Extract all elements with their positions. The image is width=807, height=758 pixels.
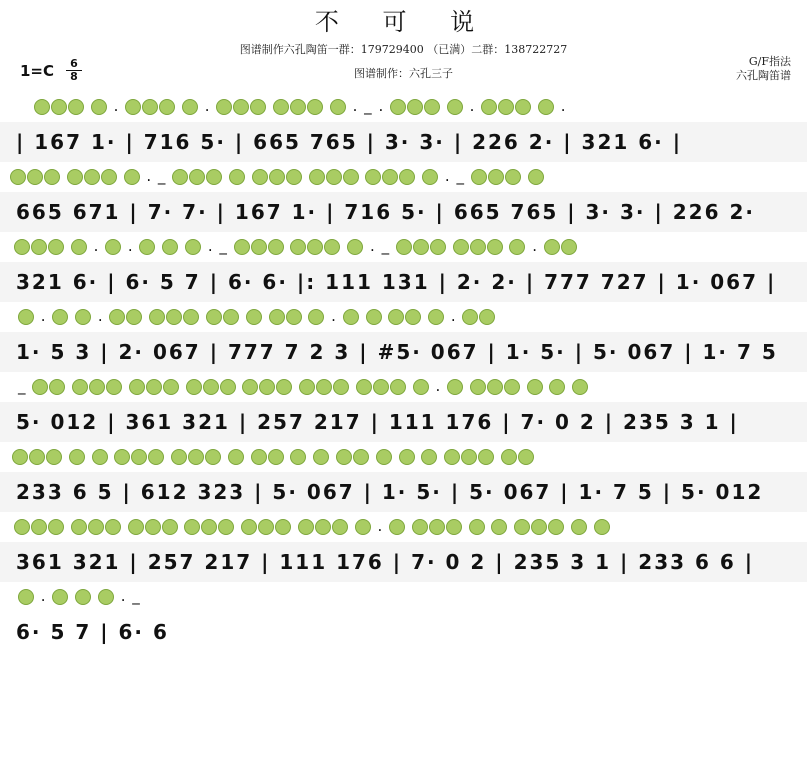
fingering-hole-icon	[336, 449, 352, 465]
fingering-hole-icon	[142, 99, 158, 115]
fingering-hole-icon	[469, 519, 485, 535]
song-title: 不 可 说	[314, 8, 493, 36]
notation-row	[0, 122, 807, 162]
notation-row	[0, 612, 807, 652]
fingering-hole-icon	[14, 239, 30, 255]
fingering-hole-icon	[27, 169, 43, 185]
fingering-hole-icon	[182, 99, 198, 115]
fingering-hole-icon	[201, 519, 217, 535]
fingering-hole-icon	[233, 99, 249, 115]
fingering-hole-icon	[527, 379, 543, 395]
fingering-hole-icon	[128, 519, 144, 535]
fingering-hole-icon	[424, 99, 440, 115]
fingering-system: G/F指法	[748, 55, 791, 68]
fingering-hole-icon	[188, 449, 204, 465]
fingering-chart: . . . _ . . .	[34, 97, 566, 115]
fingering-hole-icon	[428, 309, 444, 325]
notation-row	[0, 332, 807, 372]
fingering-hole-icon	[146, 379, 162, 395]
fingering-hole-icon	[447, 99, 463, 115]
fingering-hole-icon	[206, 169, 222, 185]
notation-line: 233 6 5 | 612 323 | 5· 067 | 1· 5· | 5· 067 | 1· 7 5 | 5· 012	[16, 480, 764, 504]
fingering-hole-icon	[561, 239, 577, 255]
fingering-hole-icon	[447, 379, 463, 395]
fingering-hole-icon	[131, 449, 147, 465]
fingering-hole-icon	[51, 99, 67, 115]
fingering-hole-icon	[229, 169, 245, 185]
score	[0, 92, 807, 652]
fingering-row	[0, 442, 807, 472]
fingering-hole-icon	[343, 169, 359, 185]
fingering-hole-icon	[548, 519, 564, 535]
notation-row	[0, 472, 807, 512]
fingering-hole-icon	[148, 449, 164, 465]
fingering-hole-icon	[149, 309, 165, 325]
fingering-hole-icon	[98, 589, 114, 605]
fingering-hole-icon	[538, 99, 554, 115]
fingering-chart	[12, 447, 535, 465]
notation-line: 361 321 | 257 217 | 111 176 | 7· 0 2 | 235 3 1 | 233 6 6 |	[16, 550, 755, 574]
fingering-hole-icon	[205, 449, 221, 465]
fingering-hole-icon	[46, 449, 62, 465]
fingering-hole-icon	[509, 239, 525, 255]
fingering-hole-icon	[413, 239, 429, 255]
fingering-hole-icon	[246, 309, 262, 325]
fingering-hole-icon	[528, 169, 544, 185]
fingering-hole-icon	[316, 379, 332, 395]
fingering-hole-icon	[10, 169, 26, 185]
fingering-hole-icon	[52, 309, 68, 325]
fingering-hole-icon	[48, 239, 64, 255]
fingering-method	[736, 55, 791, 83]
fingering-hole-icon	[430, 239, 446, 255]
fingering-hole-icon	[223, 309, 239, 325]
fingering-hole-icon	[101, 169, 117, 185]
fingering-hole-icon	[429, 519, 445, 535]
fingering-hole-icon	[129, 379, 145, 395]
fingering-hole-icon	[32, 379, 48, 395]
fingering-hole-icon	[269, 169, 285, 185]
fingering-hole-icon	[332, 519, 348, 535]
fingering-hole-icon	[290, 449, 306, 465]
fingering-hole-icon	[68, 99, 84, 115]
producer-credit: 图谱制作：六孔三子	[354, 67, 453, 80]
fingering-hole-icon	[471, 169, 487, 185]
fingering-hole-icon	[162, 519, 178, 535]
fingering-hole-icon	[71, 239, 87, 255]
fingering-hole-icon	[159, 99, 175, 115]
fingering-row	[0, 372, 807, 402]
fingering-hole-icon	[125, 99, 141, 115]
fingering-hole-icon	[353, 449, 369, 465]
fingering-hole-icon	[388, 309, 404, 325]
fingering-hole-icon	[356, 379, 372, 395]
fingering-hole-icon	[71, 519, 87, 535]
fingering-hole-icon	[185, 239, 201, 255]
fingering-hole-icon	[139, 239, 155, 255]
fingering-hole-icon	[515, 99, 531, 115]
fingering-hole-icon	[273, 99, 289, 115]
fingering-hole-icon	[487, 379, 503, 395]
fingering-hole-icon	[399, 449, 415, 465]
fingering-row	[0, 582, 807, 612]
fingering-hole-icon	[355, 519, 371, 535]
fingering-hole-icon	[298, 519, 314, 535]
fingering-hole-icon	[12, 449, 28, 465]
fingering-hole-icon	[313, 449, 329, 465]
fingering-hole-icon	[106, 379, 122, 395]
fingering-hole-icon	[241, 519, 257, 535]
meter-bottom: 8	[70, 70, 78, 83]
fingering-hole-icon	[326, 169, 342, 185]
fingering-hole-icon	[189, 169, 205, 185]
fingering-hole-icon	[307, 99, 323, 115]
group-info: 图谱制作六孔陶笛一群：179729400 （已满）二群：138722727	[239, 43, 568, 56]
fingering-hole-icon	[412, 519, 428, 535]
fingering-hole-icon	[347, 239, 363, 255]
fingering-hole-icon	[470, 379, 486, 395]
fingering-hole-icon	[92, 449, 108, 465]
fingering-hole-icon	[34, 99, 50, 115]
fingering-row	[0, 162, 807, 192]
fingering-hole-icon	[216, 99, 232, 115]
fingering-hole-icon	[259, 379, 275, 395]
fingering-chart: . _ . _	[10, 167, 545, 185]
fingering-hole-icon	[531, 519, 547, 535]
notation-line: 1· 5 3 | 2· 067 | 777 7 2 3 | #5· 067 | 1· 5· | 5· 067 | 1· 7 5	[16, 340, 778, 364]
fingering-hole-icon	[491, 519, 507, 535]
fingering-hole-icon	[324, 239, 340, 255]
fingering-hole-icon	[220, 379, 236, 395]
fingering-hole-icon	[124, 169, 140, 185]
fingering-hole-icon	[31, 239, 47, 255]
fingering-row	[0, 302, 807, 332]
fingering-hole-icon	[206, 309, 222, 325]
fingering-hole-icon	[145, 519, 161, 535]
fingering-hole-icon	[49, 379, 65, 395]
fingering-hole-icon	[234, 239, 250, 255]
fingering-hole-icon	[487, 239, 503, 255]
fingering-hole-icon	[330, 99, 346, 115]
fingering-hole-icon	[405, 309, 421, 325]
fingering-hole-icon	[366, 309, 382, 325]
fingering-hole-icon	[446, 519, 462, 535]
fingering-hole-icon	[299, 379, 315, 395]
fingering-hole-icon	[186, 379, 202, 395]
notation-row	[0, 192, 807, 232]
fingering-hole-icon	[390, 379, 406, 395]
fingering-hole-icon	[31, 519, 47, 535]
fingering-hole-icon	[470, 239, 486, 255]
fingering-chart: . . . _ . _ .	[14, 237, 578, 255]
fingering-hole-icon	[290, 99, 306, 115]
fingering-hole-icon	[218, 519, 234, 535]
fingering-hole-icon	[48, 519, 64, 535]
fingering-hole-icon	[461, 449, 477, 465]
fingering-hole-icon	[166, 309, 182, 325]
fingering-hole-icon	[69, 449, 85, 465]
fingering-hole-icon	[479, 309, 495, 325]
fingering-hole-icon	[276, 379, 292, 395]
notation-line: 5· 012 | 361 321 | 257 217 | 111 176 | 7· 0 2 | 235 3 1 |	[16, 410, 739, 434]
fingering-hole-icon	[308, 309, 324, 325]
fingering-hole-icon	[251, 239, 267, 255]
fingering-hole-icon	[52, 589, 68, 605]
notation-row	[0, 262, 807, 302]
fingering-hole-icon	[29, 449, 45, 465]
fingering-hole-icon	[18, 589, 34, 605]
fingering-hole-icon	[413, 379, 429, 395]
fingering-hole-icon	[89, 379, 105, 395]
fingering-hole-icon	[72, 379, 88, 395]
notation-row	[0, 542, 807, 582]
fingering-hole-icon	[453, 239, 469, 255]
time-signature	[66, 58, 82, 83]
fingering-hole-icon	[114, 449, 130, 465]
fingering-hole-icon	[268, 449, 284, 465]
fingering-hole-icon	[14, 519, 30, 535]
fingering-hole-icon	[183, 309, 199, 325]
fingering-hole-icon	[109, 309, 125, 325]
fingering-hole-icon	[163, 379, 179, 395]
fingering-hole-icon	[268, 239, 284, 255]
fingering-hole-icon	[75, 309, 91, 325]
fingering-hole-icon	[258, 519, 274, 535]
fingering-hole-icon	[478, 449, 494, 465]
fingering-hole-icon	[105, 239, 121, 255]
fingering-hole-icon	[18, 309, 34, 325]
fingering-hole-icon	[307, 239, 323, 255]
fingering-hole-icon	[203, 379, 219, 395]
fingering-hole-icon	[399, 169, 415, 185]
fingering-hole-icon	[126, 309, 142, 325]
fingering-hole-icon	[162, 239, 178, 255]
fingering-hole-icon	[269, 309, 285, 325]
fingering-chart: . . . .	[18, 307, 496, 325]
fingering-hole-icon	[373, 379, 389, 395]
fingering-hole-icon	[275, 519, 291, 535]
fingering-hole-icon	[571, 519, 587, 535]
fingering-hole-icon	[462, 309, 478, 325]
fingering-hole-icon	[44, 169, 60, 185]
key-signature: 1=C	[20, 62, 55, 80]
notation-line: 665 671 | 7· 7· | 167 1· | 716 5· | 665 765 | 3· 3· | 226 2·	[16, 200, 755, 224]
notation-line: 6· 5 7 | 6· 6	[16, 620, 169, 644]
fingering-hole-icon	[252, 169, 268, 185]
fingering-hole-icon	[407, 99, 423, 115]
fingering-hole-icon	[343, 309, 359, 325]
fingering-hole-icon	[572, 379, 588, 395]
fingering-hole-icon	[290, 239, 306, 255]
fingering-hole-icon	[396, 239, 412, 255]
fingering-hole-icon	[84, 169, 100, 185]
fingering-row	[0, 92, 807, 122]
fingering-hole-icon	[105, 519, 121, 535]
fingering-hole-icon	[365, 169, 381, 185]
fingering-hole-icon	[488, 169, 504, 185]
fingering-hole-icon	[88, 519, 104, 535]
fingering-chart: . . _	[18, 587, 141, 605]
fingering-hole-icon	[309, 169, 325, 185]
fingering-hole-icon	[544, 239, 560, 255]
fingering-hole-icon	[514, 519, 530, 535]
fingering-hole-icon	[390, 99, 406, 115]
fingering-hole-icon	[286, 309, 302, 325]
fingering-hole-icon	[67, 169, 83, 185]
fingering-hole-icon	[242, 379, 258, 395]
fingering-hole-icon	[251, 449, 267, 465]
fingering-hole-icon	[315, 519, 331, 535]
fingering-hole-icon	[333, 379, 349, 395]
fingering-chart: .	[14, 517, 611, 535]
fingering-hole-icon	[184, 519, 200, 535]
fingering-hole-icon	[444, 449, 460, 465]
instrument-label: 六孔陶笛谱	[736, 69, 791, 82]
notation-row	[0, 402, 807, 442]
fingering-hole-icon	[376, 449, 392, 465]
fingering-hole-icon	[422, 169, 438, 185]
fingering-hole-icon	[286, 169, 302, 185]
fingering-hole-icon	[382, 169, 398, 185]
fingering-hole-icon	[504, 379, 520, 395]
fingering-hole-icon	[505, 169, 521, 185]
fingering-hole-icon	[501, 449, 517, 465]
fingering-row	[0, 232, 807, 262]
fingering-hole-icon	[481, 99, 497, 115]
fingering-hole-icon	[171, 449, 187, 465]
fingering-row	[0, 512, 807, 542]
notation-line: 321 6· | 6· 5 7 | 6· 6· |: 111 131 | 2· 2· | 777 727 | 1· 067 |	[16, 270, 777, 294]
fingering-hole-icon	[91, 99, 107, 115]
fingering-hole-icon	[518, 449, 534, 465]
notation-line: | 167 1· | 716 5· | 665 765 | 3· 3· | 226 2· | 321 6· |	[16, 130, 683, 154]
fingering-hole-icon	[594, 519, 610, 535]
fingering-hole-icon	[549, 379, 565, 395]
fingering-hole-icon	[250, 99, 266, 115]
fingering-hole-icon	[421, 449, 437, 465]
fingering-hole-icon	[389, 519, 405, 535]
fingering-hole-icon	[75, 589, 91, 605]
fingering-hole-icon	[498, 99, 514, 115]
fingering-chart: _ .	[18, 377, 589, 395]
fingering-hole-icon	[228, 449, 244, 465]
fingering-hole-icon	[172, 169, 188, 185]
meter-top: 6	[66, 58, 82, 71]
